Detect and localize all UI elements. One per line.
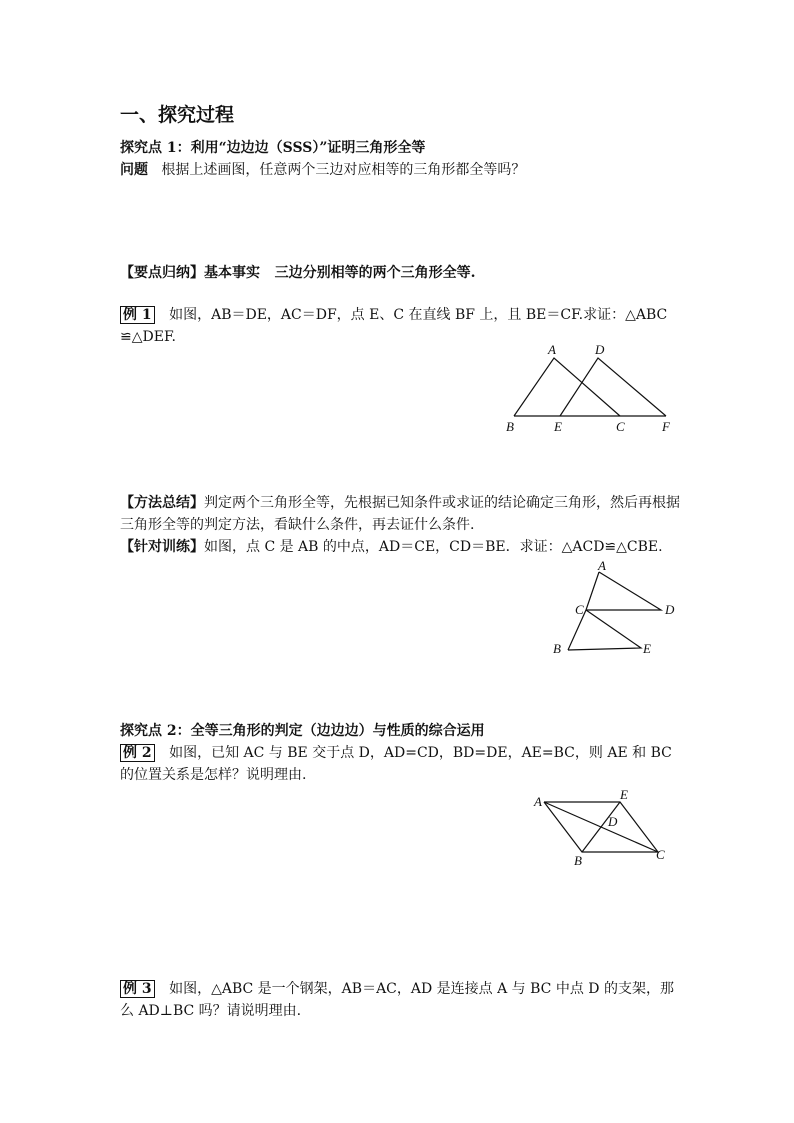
training-figure	[545, 560, 685, 660]
method-label: 【方法总结】	[120, 495, 204, 511]
point1-question	[120, 159, 680, 181]
example3-text: 如图，△ABC 是一个钢架，AB＝AC，AD 是连接点 A 与 BC 中点 D 的支架，那么 AD⊥BC 吗？请说明理由.	[120, 981, 674, 1019]
key-summary	[120, 262, 680, 284]
label-e: E	[554, 419, 562, 434]
label-c: C	[575, 602, 584, 617]
method-text: 判定两个三角形全等，先根据已知条件或求证的结论确定三角形，然后再根据三角形全等的判定方法，看缺什么条件，再去证什么条件.	[120, 495, 680, 533]
method-summary	[120, 492, 680, 536]
point1-heading: 探究点 1：利用“边边边（SSS）”证明三角形全等	[120, 140, 426, 156]
example3	[120, 978, 680, 1022]
summary-label: 【要点归纳】基本事实	[120, 265, 260, 281]
label-e: E	[620, 788, 628, 802]
label-d: D	[665, 602, 675, 617]
example1-figure	[500, 340, 680, 435]
label-e: E	[643, 641, 651, 656]
example3-tag: 例 3	[120, 980, 155, 998]
question-text: 根据上述画图，任意两个三边对应相等的三角形都全等吗？	[161, 162, 526, 178]
summary-text: 三边分别相等的两个三角形全等.	[274, 265, 476, 281]
example2-text: 如图，已知 AC 与 BE 交于点 D，AD=CD，BD=DE，AE=BC，则 AE 和 BC 的位置关系是怎样？说明理由.	[120, 745, 672, 783]
example1-tag: 例 1	[120, 306, 155, 324]
training-label: 【针对训练】	[120, 539, 204, 555]
label-a: A	[598, 560, 606, 573]
triangle-def	[560, 358, 666, 416]
label-b: B	[553, 641, 561, 656]
training-text: 如图，点 C 是 AB 的中点，AD＝CE，CD＝BE．求证：△ACD≌△CBE.	[204, 539, 663, 555]
example2-figure	[530, 788, 680, 868]
example2	[120, 742, 680, 786]
label-f: F	[662, 419, 670, 434]
label-b: B	[506, 419, 514, 434]
label-a: A	[534, 794, 542, 809]
example2-tag: 例 2	[120, 744, 155, 762]
point2-heading: 探究点 2：全等三角形的判定（边边边）与性质的综合运用	[120, 723, 485, 739]
label-c: C	[656, 847, 665, 862]
training	[120, 536, 680, 558]
label-d: D	[608, 814, 618, 829]
label-d: D	[595, 342, 605, 357]
question-label: 问题	[120, 162, 148, 178]
example1-text: 如图，AB＝DE，AC＝DF，点 E、C 在直线 BF 上，且 BE＝CF.求证：△ABC ≌△DEF.	[120, 307, 668, 345]
section-title: 一、探究过程	[120, 104, 235, 126]
label-b: B	[574, 853, 582, 868]
label-c: C	[616, 419, 625, 434]
triangle-abc	[514, 358, 620, 416]
label-a: A	[548, 342, 556, 357]
